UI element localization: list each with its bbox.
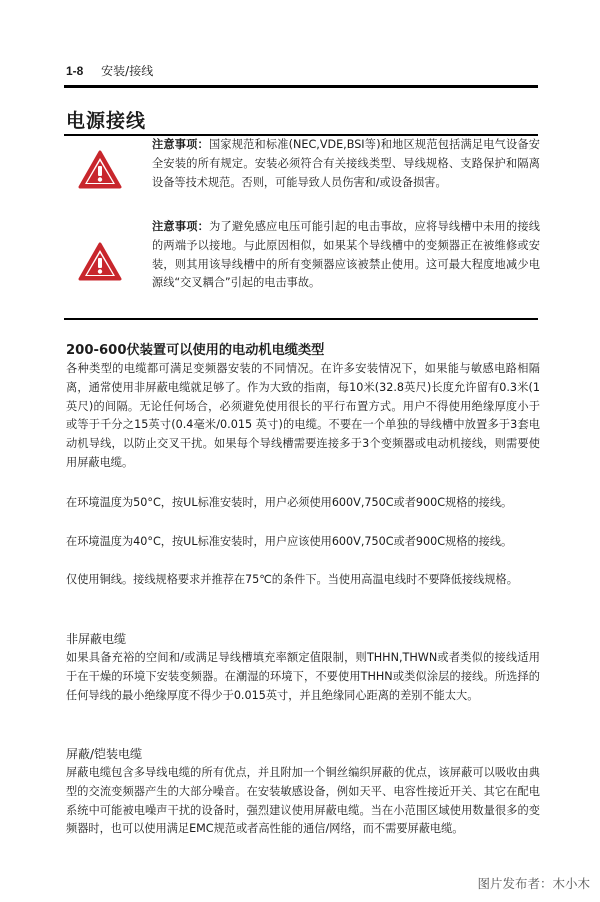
unshielded-heading: 非屏蔽电缆 [66, 632, 127, 646]
paragraph-copper: 仅使用铜线。接线规格要求并推荐在75℃的条件下。当使用高温电线时不要降低接线规格。 [66, 573, 518, 586]
page-number: 1-8 [66, 64, 84, 78]
header-section: 安装/接线 [101, 64, 154, 78]
shielded-heading: 屏蔽/铠装电缆 [66, 747, 143, 761]
header-rule [64, 85, 538, 88]
unshielded-text: 如果具备充裕的空间和/或满足导线槽填充率额定值限制，则THHN,THWN或者类似的接线适用于在干燥的环境下安装变频器。在潮湿的环境下，不要使用THHN或类似涂层的接线。所选择的任何导线的最小绝缘厚度不得少于0.015英寸，并且绝缘同心距离的差别不能太大。 [66, 651, 540, 702]
notice-text: 为了避免感应电压可能引起的电击事故，应将导线槽中未用的接线的两端予以接地。与此原因相似，如果某个导线槽中的变频器正在被维修或安装，则其用该导线槽中的所有变频器应该被禁止使用。这可最大程度地减少电源线“交叉耦合”引起的电击事故。 [152, 220, 540, 290]
paragraph-cable-types: 各种类型的电缆都可满足变频器安装的不同情况。在许多安装情况下，如果能与敏感电路相隔离，通常使用非屏蔽电缆就足够了。作为大致的指南，每10米(32.8英尺)长度允许留有0.3米(1英尺)的间隔。无论任何场合，必须避免使用很长的平行布置方式。用户不得使用绝缘厚度小于或等于千分之15英寸(0.4毫米/0.015 英寸)的电缆。不要在一个单独的导线槽中放置多于3套电动机导线，以防止交叉干扰。如果每个导线槽需要连接多于3个变频器或电动机接线，则需要使用屏蔽电缆。 [66, 362, 540, 469]
paragraph-40c: 在环境温度为40°C，按UL标准安装时，用户应该使用600V,750C或者900C规格的接线。 [66, 535, 513, 548]
notice-end-rule [64, 318, 538, 320]
page-header [66, 62, 153, 79]
paragraph-50c: 在环境温度为50°C，按UL标准安装时，用户必须使用600V,750C或者900C规格的接线。 [66, 496, 513, 509]
notice-label: 注意事项： [152, 220, 210, 233]
notice-2 [152, 218, 540, 293]
warning-triangle-icon [78, 242, 122, 282]
warning-triangle-icon [78, 150, 122, 190]
page-title: 电源接线 [66, 110, 147, 132]
shielded-text: 屏蔽电缆包含多导线电缆的所有优点，并且附加一个铜丝编织屏蔽的优点，该屏蔽可以吸收由典型的交流变频器产生的大部分噪音。在安装敏感设备，例如天平、电容性接近开关、其它在配电系统中可能被电噪声干扰的设备时，强烈建议使用屏蔽电缆。当在小范围区域使用数量很多的变频器时，也可以使用满足EMC规范或者高性能的通信/网络，而不需要屏蔽电缆。 [66, 766, 540, 836]
notice-text: 国家规范和标准(NEC,VDE,BSI等)和地区规范包括满足电气设备安全安装的所有规定。安装必须符合有关接线类型、导线规格、支路保护和隔离设备等技术规范。否则，可能导致人员伤害和/或设备损害。 [152, 138, 540, 189]
notice-1 [152, 136, 540, 192]
section-heading: 200-600伏装置可以使用的电动机电缆类型 [66, 343, 325, 358]
publisher-watermark: 图片发布者：木小木 [477, 876, 590, 891]
notice-label: 注意事项： [152, 138, 209, 151]
